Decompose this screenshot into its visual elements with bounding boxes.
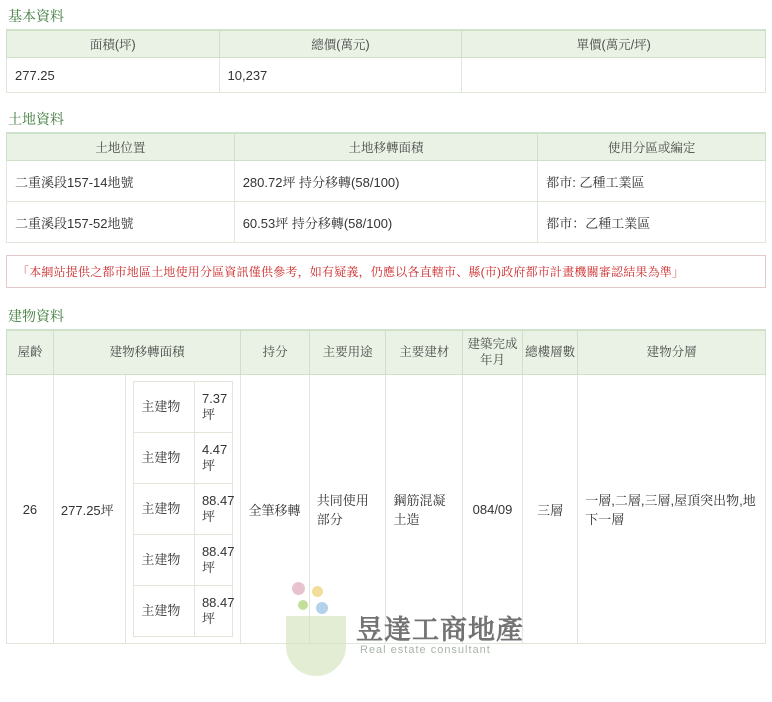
basic-info-table [6, 30, 766, 93]
list-item [134, 586, 233, 637]
column-header-unit-price: 單價(萬元/坪) [462, 31, 766, 58]
cell-land-zoning: 都市: 乙種工業區 [538, 161, 766, 202]
column-header-area: 面積(坪) [7, 31, 220, 58]
area-item-label: 主建物 [134, 484, 195, 535]
column-header-total-floors: 總樓層數 [522, 331, 577, 375]
cell-total-price: 10,237 [219, 58, 462, 93]
cell-total-floors: 三層 [522, 375, 577, 644]
area-item-label: 主建物 [134, 586, 195, 637]
table-header-row [7, 134, 766, 161]
table-row [7, 58, 766, 93]
column-header-main-material: 主要建材 [386, 331, 463, 375]
area-breakdown-table [133, 381, 233, 637]
cell-area-breakdown [126, 375, 241, 644]
cell-building-layers: 一層,二層,三層,屋頂突出物,地下一層 [578, 375, 766, 644]
table-row [7, 375, 766, 644]
area-item-value: 88.47坪 [194, 484, 233, 535]
column-header-building-layers: 建物分層 [578, 331, 766, 375]
watermark-company-name: 昱達工商地產 [356, 615, 524, 645]
table-row [7, 202, 766, 243]
column-header-land-location: 土地位置 [7, 134, 235, 161]
building-info-table [6, 330, 766, 644]
area-item-label: 主建物 [134, 433, 195, 484]
column-header-land-zoning: 使用分區或編定 [538, 134, 766, 161]
table-header-row [7, 31, 766, 58]
column-header-age: 屋齡 [7, 331, 54, 375]
cell-land-transfer-area: 280.72坪 持分移轉(58/100) [234, 161, 538, 202]
list-item [134, 382, 233, 433]
area-item-value: 4.47坪 [194, 433, 233, 484]
table-row [7, 161, 766, 202]
column-header-main-usage: 主要用途 [309, 331, 386, 375]
section-title-building: 建物資料 [6, 302, 766, 330]
list-item [134, 433, 233, 484]
column-header-total-price: 總價(萬元) [219, 31, 462, 58]
cell-land-zoning: 都市：乙種工業區 [538, 202, 766, 243]
section-title-land: 土地資料 [6, 105, 766, 133]
cell-main-material: 鋼筋混凝土造 [386, 375, 463, 644]
watermark-tagline: Real estate consultant [360, 644, 491, 656]
cell-total-transfer-area: 277.25坪 [53, 375, 125, 644]
cell-area: 277.25 [7, 58, 220, 93]
area-item-value: 7.37坪 [194, 382, 233, 433]
cell-land-transfer-area: 60.53坪 持分移轉(58/100) [234, 202, 538, 243]
cell-completion-date: 084/09 [463, 375, 523, 644]
list-item [134, 484, 233, 535]
column-header-completion-date: 建築完成年月 [463, 331, 523, 375]
table-header-row [7, 331, 766, 375]
column-header-transfer-area: 建物移轉面積 [53, 331, 241, 375]
land-info-table [6, 133, 766, 243]
cell-land-location: 二重溪段157-52地號 [7, 202, 235, 243]
column-header-land-transfer-area: 土地移轉面積 [234, 134, 538, 161]
cell-land-location: 二重溪段157-14地號 [7, 161, 235, 202]
area-item-label: 主建物 [134, 535, 195, 586]
area-item-label: 主建物 [134, 382, 195, 433]
list-item [134, 535, 233, 586]
cell-share: 全筆移轉 [241, 375, 309, 644]
cell-age: 26 [7, 375, 54, 644]
area-item-value: 88.47坪 [194, 535, 233, 586]
zoning-disclaimer-note: 「本網站提供之都市地區土地使用分區資訊僅供參考，如有疑義，仍應以各直轄市、縣(市)政府都市計畫機關審認結果為準」 [6, 255, 766, 288]
column-header-share: 持分 [241, 331, 309, 375]
page-root [0, 2, 772, 656]
section-title-basic: 基本資料 [6, 2, 766, 30]
cell-main-usage: 共同使用部分 [309, 375, 386, 644]
cell-unit-price [462, 58, 766, 93]
area-item-value: 88.47坪 [194, 586, 233, 637]
